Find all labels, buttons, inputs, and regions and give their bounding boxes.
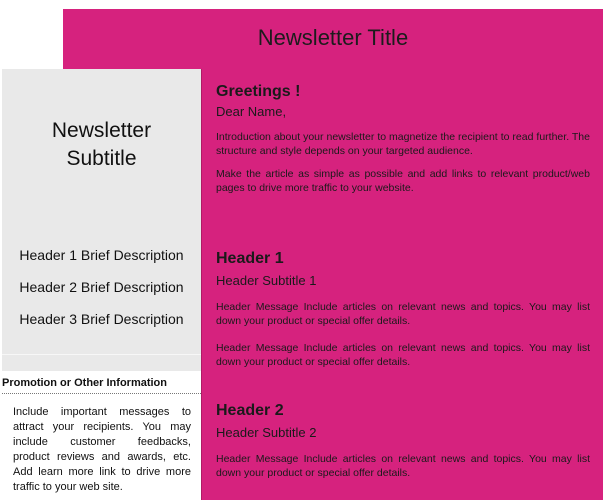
promotion-text: Include important messages to attract your recipients. You may include customer feedbacks, product reviews and awards, etc. Add learn more link to drive more traffic to your web site. bbox=[13, 406, 191, 493]
main-content bbox=[201, 69, 603, 500]
section-2-message-1: Header Message Include articles on relevant news and topics. You may list down your product or special offer details. bbox=[216, 453, 590, 479]
section-header-1 bbox=[216, 249, 590, 369]
subtitle-line-1: Newsletter bbox=[51, 119, 152, 142]
section-2-heading: Header 2 bbox=[216, 402, 284, 419]
section-1-heading: Header 1 bbox=[216, 250, 284, 267]
promotion-divider bbox=[2, 393, 201, 394]
greeting-heading: Greetings ! bbox=[216, 83, 301, 100]
intro-paragraph-2: Make the article as simple as possible and add links to relevant product/web pages to drive more traffic to your website. bbox=[216, 168, 590, 194]
intro-paragraph: Introduction about your newsletter to magnetize the recipient to read further. The structure and style depends on your targeted audience. bbox=[216, 131, 590, 157]
section-1-subtitle: Header Subtitle 1 bbox=[216, 273, 317, 288]
section-1-message-1: Header Message Include articles on relevant news and topics. You may list down your product or special offer details. bbox=[216, 301, 590, 327]
greeting-block bbox=[216, 82, 590, 195]
sidebar-link-header-1[interactable]: Header 1 Brief Description bbox=[19, 247, 184, 263]
dear-line: Dear Name, bbox=[216, 104, 287, 119]
section-2-subtitle: Header Subtitle 2 bbox=[216, 425, 317, 440]
subtitle-line-2: Subtitle bbox=[66, 147, 137, 170]
newsletter-title: Newsletter Title bbox=[257, 25, 409, 50]
sidebar bbox=[2, 69, 201, 500]
sidebar-divider bbox=[2, 354, 201, 355]
newsletter-subtitle bbox=[2, 117, 201, 173]
promotion-box bbox=[2, 371, 201, 500]
section-header-2 bbox=[216, 401, 590, 480]
promotion-title: Promotion or Other Information bbox=[2, 377, 167, 389]
section-1-message-2: Header Message Include articles on relevant news and topics. You may list down your product or special offer details. bbox=[216, 342, 590, 368]
header-banner bbox=[63, 9, 603, 69]
sidebar-link-header-3[interactable]: Header 3 Brief Description bbox=[19, 311, 184, 327]
sidebar-link-header-2[interactable]: Header 2 Brief Description bbox=[19, 279, 184, 295]
